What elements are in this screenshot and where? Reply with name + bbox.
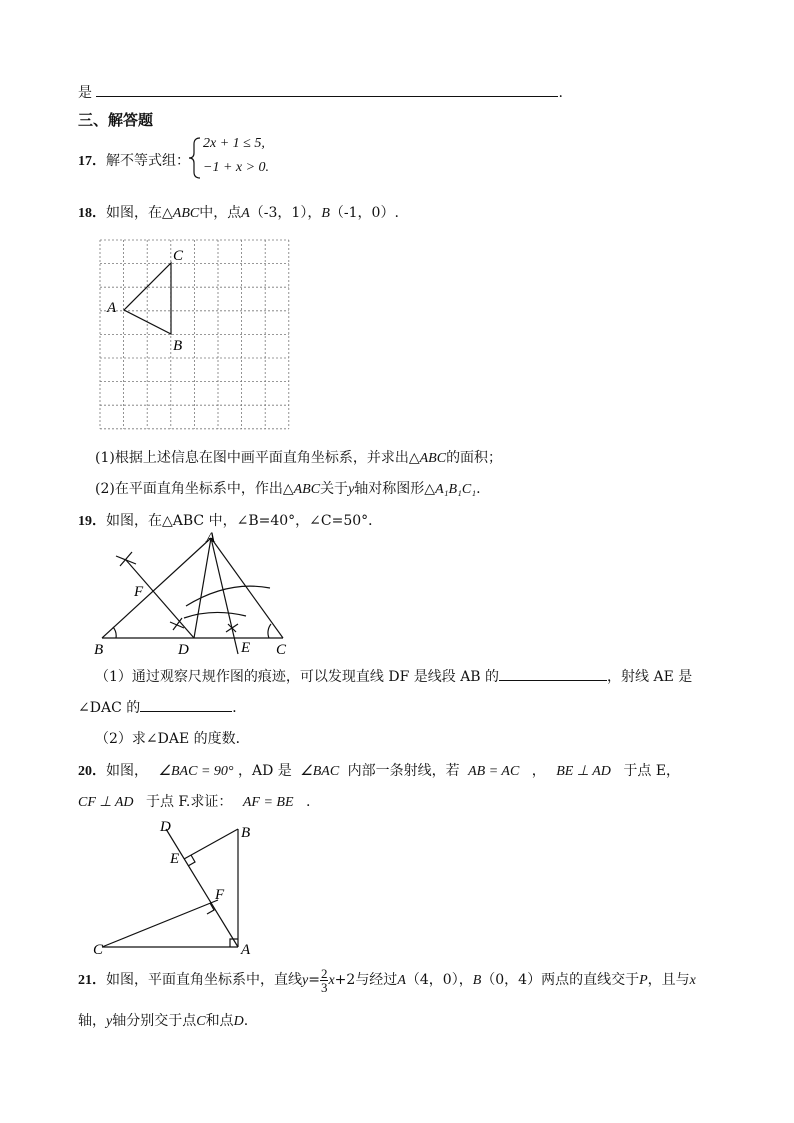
q19-number: 19． <box>78 514 106 529</box>
q21-text2: 与经过 <box>355 972 398 988</box>
q18-coord-b: （-1，0）. <box>329 205 399 221</box>
label-d: D <box>178 642 189 658</box>
q18-sub2-text2: 关于 <box>320 481 349 497</box>
q19-sub1-text: （1）通过观察尺规作图的痕迹，可以发现直线 DF 是线段 AB 的 <box>95 669 500 685</box>
q19-sub1-text2: ，射线 AE 是 <box>607 669 693 685</box>
q21-y-axis: y <box>106 1014 113 1029</box>
q19-sub1-row1 <box>95 666 692 686</box>
q21-text4: 轴， <box>78 1013 106 1029</box>
answer-blank <box>96 96 558 97</box>
q21-plus2: +2 <box>334 972 356 988</box>
q20-figure <box>88 815 263 960</box>
q17-stem <box>78 150 190 170</box>
q18-point-a: A <box>241 206 250 221</box>
q21-x: x <box>328 973 335 988</box>
q19-sub1-row2 <box>78 697 246 717</box>
q18-sub2-y: y <box>348 482 355 497</box>
q17-text: 解不等式组： <box>106 153 190 169</box>
q18-triangle: ABC <box>172 206 200 221</box>
label-c: C <box>173 248 184 264</box>
q21-point-c: C <box>196 1014 206 1029</box>
q19-sub1-end: ． <box>232 700 247 716</box>
q21-y: y <box>302 973 309 988</box>
q17-brace <box>188 136 202 180</box>
q19-blank-2 <box>140 711 232 712</box>
q20-eq2: AF = BE <box>242 795 294 810</box>
q21-point-b: B <box>472 973 482 988</box>
label-a: A <box>107 300 117 316</box>
q18-sub1-triangle: ABC <box>419 451 447 466</box>
q21-eq: = <box>308 972 320 988</box>
q19-figure <box>88 528 303 658</box>
q21-end: . <box>243 1013 249 1029</box>
label-e: E <box>170 851 180 867</box>
q21-number: 21． <box>78 973 106 988</box>
q18-sub2-end: . <box>476 481 481 497</box>
section-title: 三、解答题 <box>78 111 154 129</box>
q19-sub1-text3: ∠DAC 的 <box>78 700 141 716</box>
q20-number: 20． <box>78 764 106 779</box>
q18-sub2-image-triangle: A₁B₁C₁ <box>435 482 477 497</box>
q21-frac-den: 3 <box>320 979 328 995</box>
q21-text3: ，且与 <box>647 972 690 988</box>
q18-grid-figure <box>98 238 293 433</box>
q20-angle: ∠BAC = 90° <box>158 764 234 779</box>
q18-text: 如图，在△ <box>106 205 173 221</box>
label-d: D <box>160 819 171 835</box>
answer-line-row <box>78 82 563 102</box>
label-b: B <box>241 825 251 841</box>
q21-stem-row2 <box>78 1010 248 1030</box>
q21-text1: 如图，平面直角坐标系中，直线 <box>106 972 302 988</box>
q18-number: 18． <box>78 206 106 221</box>
q18-sub1-text: (1)根据上述信息在图中画平面直角坐标系，并求出△ <box>95 450 420 466</box>
label-b: B <box>94 642 104 658</box>
q18-sub1 <box>95 447 502 467</box>
q21-point-a: A <box>397 973 406 988</box>
q19-stem <box>78 510 382 530</box>
q18-sub2 <box>95 478 481 498</box>
q21-point-p: P <box>639 973 648 988</box>
q18-stem <box>78 202 399 222</box>
q21-coord-b: （0，4）两点的直线交于 <box>481 972 640 988</box>
q19-blank-1 <box>499 680 607 681</box>
q18-text2: 中，点 <box>199 205 242 221</box>
q21-frac-num: 2 <box>320 965 328 981</box>
q20-text4: 于点 E， <box>623 763 681 779</box>
q18-coord-a: （-3，1）， <box>249 205 322 221</box>
end-dot: . <box>558 85 563 101</box>
q20-stem-row1 <box>78 760 680 780</box>
q20-eq1: AB = AC <box>468 764 520 779</box>
label-c: C <box>93 942 104 958</box>
q20-text3: 内部一条射线，若 <box>347 763 460 779</box>
q18-sub2-text3: 轴对称图形△ <box>354 481 436 497</box>
q17-line2: −1 + x > 0. <box>203 160 270 175</box>
q17-number: 17． <box>78 154 106 169</box>
label-c: C <box>276 642 287 658</box>
q20-text2: ，AD 是 <box>237 763 292 779</box>
q20-end: . <box>305 794 311 810</box>
q20-angle2: ∠BAC <box>300 764 340 779</box>
q19-sub2: （2）求∠DAE 的度数． <box>95 731 250 747</box>
q18-sub1-end: 的面积； <box>446 450 503 466</box>
label-a: A <box>206 530 216 546</box>
label-f: F <box>134 584 144 600</box>
q18-sub2-triangle: ABC <box>293 482 321 497</box>
label-b: B <box>173 338 183 354</box>
q20-perp1: BE ⊥ AD <box>556 764 611 779</box>
q18-sub2-text: (2)在平面直角坐标系中，作出△ <box>95 481 294 497</box>
q18-point-b: B <box>321 206 330 221</box>
label-a: A <box>241 942 251 958</box>
prefix-text: 是 <box>78 85 92 101</box>
q20-perp2: CF ⊥ AD <box>78 795 134 810</box>
label-f: F <box>215 887 225 903</box>
q20-comma: ， <box>531 763 546 779</box>
q21-stem-row1 <box>78 962 696 999</box>
q20-stem-row2 <box>78 791 310 811</box>
q21-text5: 轴分别交于点 <box>112 1013 197 1029</box>
q17-line1: 2x + 1 ≤ 5, <box>203 136 265 151</box>
q21-x-axis: x <box>689 973 696 988</box>
q21-coord-a: （4，0）， <box>405 972 473 988</box>
q21-point-d: D <box>233 1014 244 1029</box>
q19-text: 如图，在△ABC 中，∠B=40°，∠C=50°． <box>106 513 383 529</box>
q20-text5: 于点 F.求证： <box>145 794 233 810</box>
q20-text: 如图， <box>106 763 148 779</box>
label-e: E <box>241 640 251 656</box>
q21-text6: 和点 <box>205 1013 234 1029</box>
